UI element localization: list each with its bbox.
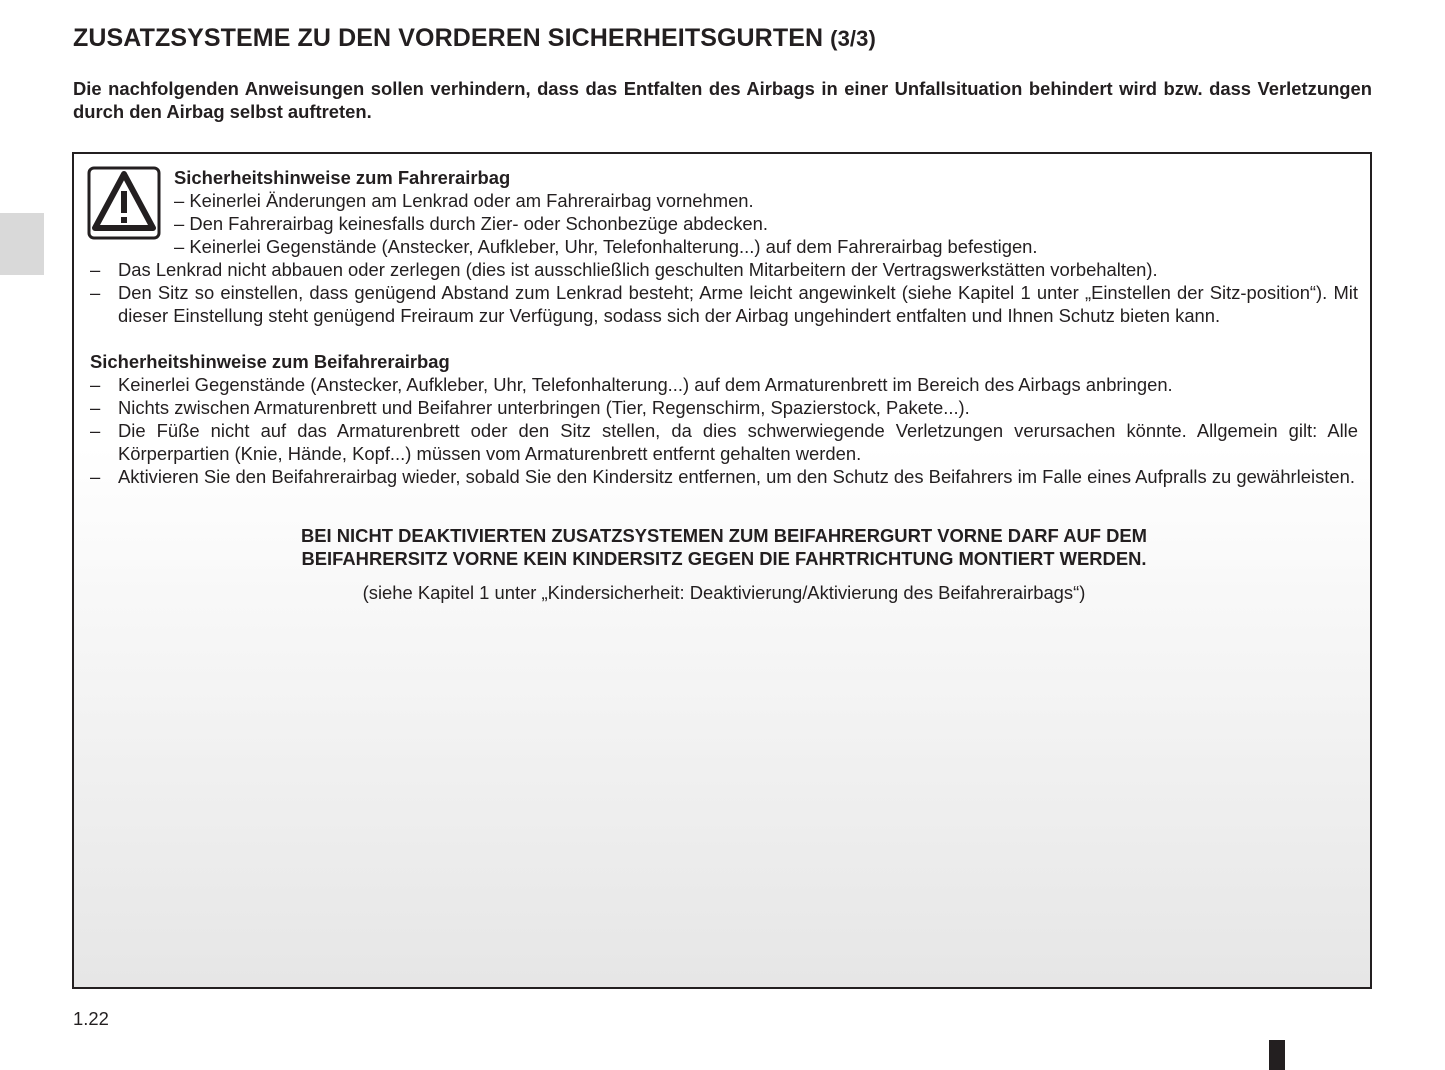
list-dash: –	[90, 282, 101, 303]
page-edge-marker	[1269, 1040, 1285, 1070]
list-dash: –	[90, 420, 101, 441]
driver-item-2-text: Den Sitz so einstellen, dass genügend Abstand zum Lenkrad besteht; Arme leicht angewinkelt (siehe Kapitel 1 unter „Einstellen der Sitz-position“). Mit dieser Einstellung steht genügend Freiraum zur Verfügung, sodass sich der Airbag ungehindert entfalten und Ihnen Schutz bieten kann.	[118, 282, 1358, 326]
page-part-indicator: (3/3)	[830, 26, 876, 51]
warning-box-content	[90, 166, 1358, 604]
list-dash: –	[90, 397, 101, 418]
passenger-item-2	[90, 396, 1358, 419]
child-seat-notice	[90, 524, 1358, 570]
passenger-item-3	[90, 419, 1358, 465]
page-title-text: ZUSATZSYSTEME ZU DEN VORDEREN SICHERHEITSGURTEN	[73, 24, 824, 52]
driver-item-1-text: Das Lenkrad nicht abbauen oder zerlegen (dies ist ausschließlich geschulten Mitarbeitern der Vertragswerkstätten vorbehalten).	[118, 259, 1158, 280]
chapter-side-tab	[0, 213, 44, 275]
driver-item-2	[90, 281, 1358, 327]
warning-box	[72, 152, 1372, 989]
passenger-item-3-text: Die Füße nicht auf das Armaturenbrett oder den Sitz stellen, da dies schwerwiegende Verletzungen verursachen könnte. Allgemein gilt: Alle Körperpartien (Knie, Hände, Kopf...) müssen vom Armaturenbrett entfernt gehalten werden.	[118, 420, 1358, 464]
page-title	[73, 24, 876, 53]
list-dash: –	[90, 259, 101, 280]
page-number: 1.22	[73, 1008, 109, 1029]
driver-sub-item-3: – Keinerlei Gegenstände (Anstecker, Aufkleber, Uhr, Telefonhalterung...) auf dem Fahrerairbag befestigen.	[174, 236, 1038, 257]
list-dash: –	[90, 374, 101, 395]
passenger-airbag-heading: Sicherheitshinweise zum Beifahrerairbag	[90, 351, 450, 372]
intro-paragraph: Die nachfolgenden Anweisungen sollen verhindern, dass das Entfalten des Airbags in einer Unfallsituation behindert wird bzw. dass Verletzungen durch den Airbag selbst auftreten.	[73, 78, 1372, 122]
driver-airbag-heading: Sicherheitshinweise zum Fahrerairbag	[174, 167, 511, 188]
list-dash: –	[90, 466, 101, 487]
child-seat-notice-line-1: BEI NICHT DEAKTIVIERTEN ZUSATZSYSTEMEN ZUM BEIFAHRERGURT VORNE DARF AUF DEM	[301, 525, 1147, 546]
chapter-reference: (siehe Kapitel 1 unter „Kindersicherheit: Deaktivierung/Aktivierung des Beifahrerairbags“)	[362, 582, 1086, 603]
child-seat-notice-line-2: BEIFAHRERSITZ VORNE KEIN KINDERSITZ GEGEN DIE FAHRTRICHTUNG MONTIERT WERDEN.	[301, 548, 1147, 569]
passenger-item-1-text: Keinerlei Gegenstände (Anstecker, Aufkleber, Uhr, Telefonhalterung...) auf dem Armaturenbrett im Bereich des Airbags anbringen.	[118, 374, 1173, 395]
passenger-item-4	[90, 465, 1358, 488]
passenger-item-1	[90, 373, 1358, 396]
driver-item-1	[90, 258, 1358, 281]
driver-sub-item-1: – Keinerlei Änderungen am Lenkrad oder am Fahrerairbag vornehmen.	[174, 190, 754, 211]
driver-sub-item-2: – Den Fahrerairbag keinesfalls durch Zier- oder Schonbezüge abdecken.	[174, 213, 768, 234]
passenger-item-4-text: Aktivieren Sie den Beifahrerairbag wieder, sobald Sie den Kindersitz entfernen, um den Schutz des Beifahrers im Falle eines Aufpralls zu gewährleisten.	[118, 466, 1355, 487]
passenger-item-2-text: Nichts zwischen Armaturenbrett und Beifahrer unterbringen (Tier, Regenschirm, Spazierstock, Pakete...).	[118, 397, 970, 418]
